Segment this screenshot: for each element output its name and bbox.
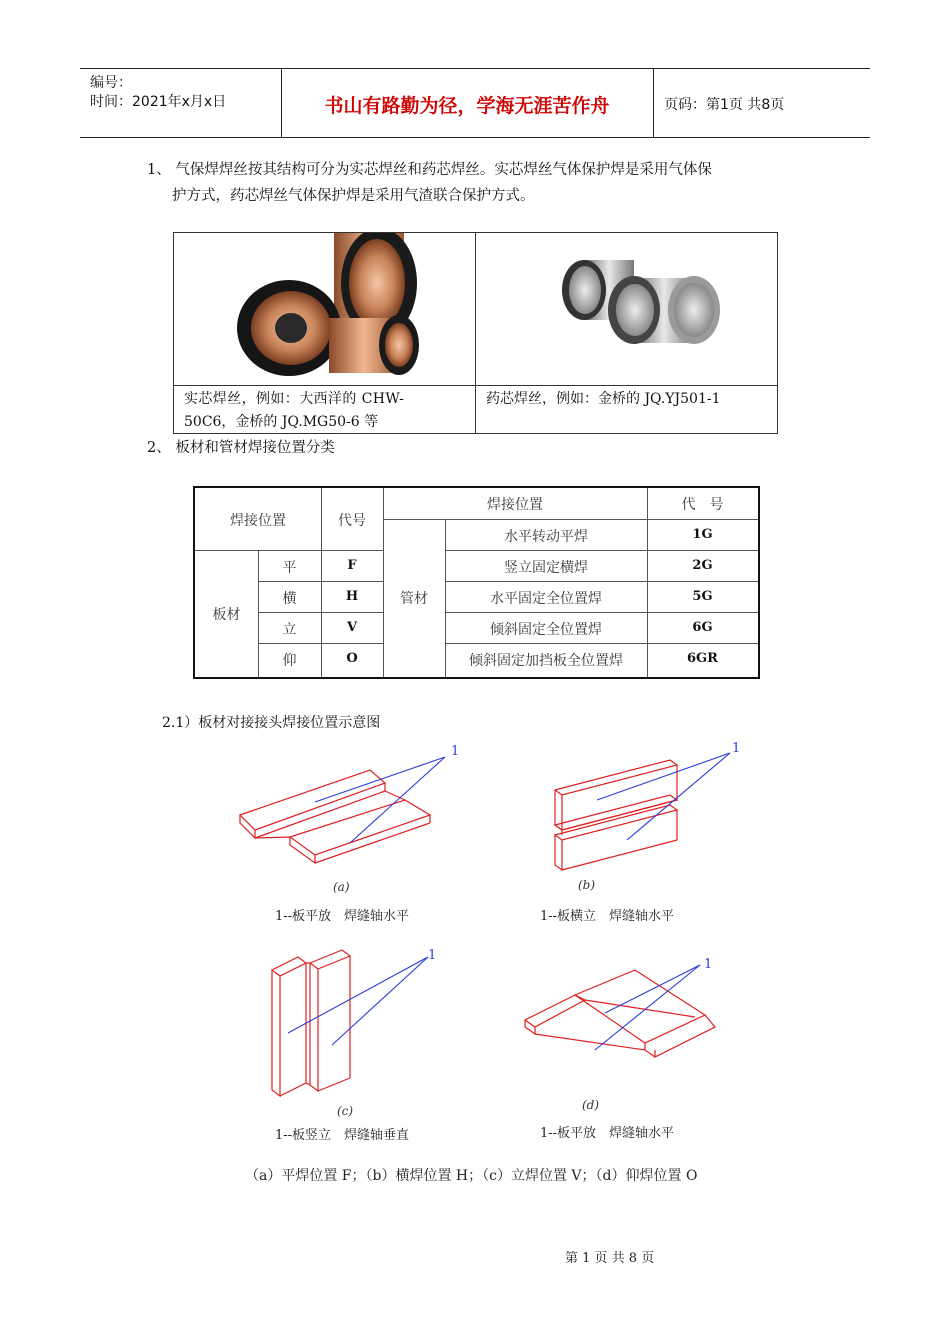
pipe-pos-6g: 倾斜固定全位置焊 <box>490 622 602 638</box>
th-code-2: 代 号 <box>681 497 724 513</box>
diagram-a-marker: 1 <box>451 744 460 759</box>
diagram-caption: （a）平焊位置 F；（b）横焊位置 H；（c）立焊位置 V；（d）仰焊位置 O <box>245 1168 698 1184</box>
solid-wire-caption-line2: 50C6，金桥的 JQ.MG50-6 等 <box>184 414 379 430</box>
motto-text: 书山有路勤为径，学海无涯苦作舟 <box>324 95 610 117</box>
wire-type-table <box>173 232 778 434</box>
diagram-b-horizontal <box>545 745 745 875</box>
plate-pos-overhead: 仰 <box>282 653 297 669</box>
section1-line1: 1、 气保焊焊丝按其结构可分为实芯焊丝和药芯焊丝。实芯焊丝气体保护焊是采用气体保 <box>147 162 712 178</box>
plate-code-flat: F <box>347 558 357 573</box>
header-page-cell <box>654 69 870 137</box>
page-code: 页码：第1页 共8页 <box>664 97 785 113</box>
diagram-c-label: 1--板竖立 焊缝轴垂直 <box>275 1128 410 1143</box>
diagram-d-sub: (d) <box>582 1098 600 1112</box>
diagram-c-marker: 1 <box>428 948 437 963</box>
plate-label: 板材 <box>212 607 241 623</box>
diagram-a-label: 1--板平放 焊缝轴水平 <box>275 909 410 924</box>
pipe-pos-1g: 水平转动平焊 <box>504 529 588 545</box>
welding-position-table <box>193 486 760 679</box>
plate-code-overhead: O <box>346 651 358 666</box>
th-code: 代号 <box>338 513 366 529</box>
diagram-b-marker: 1 <box>732 741 741 756</box>
solid-wire-spool-image <box>229 233 429 383</box>
diagram-d-label: 1--板平放 焊缝轴水平 <box>540 1126 675 1141</box>
diagram-c-sub: (c) <box>337 1104 354 1118</box>
diagram-b-label: 1--板横立 焊缝轴水平 <box>540 909 675 924</box>
pipe-code-2g: 2G <box>692 558 713 573</box>
header-left-cell <box>80 69 282 137</box>
plate-pos-horizontal: 横 <box>282 591 297 607</box>
diagram-d-marker: 1 <box>704 957 713 972</box>
pipe-code-5g: 5G <box>692 589 713 604</box>
flux-cored-wire-spool-image <box>554 248 734 358</box>
flux-wire-caption: 药芯焊丝，例如：金桥的 JQ.YJ501-1 <box>486 391 721 407</box>
pipe-pos-2g: 竖立固定横焊 <box>504 560 588 576</box>
diagram-a-sub: (a) <box>333 880 350 894</box>
section21-heading: 2.1）板材对接接头焊接位置示意图 <box>162 715 381 731</box>
plate-code-horizontal: H <box>345 589 359 604</box>
pipe-pos-6gr: 倾斜固定加挡板全位置焊 <box>469 653 623 669</box>
plate-pos-flat: 平 <box>282 560 297 576</box>
solid-wire-caption-line1: 实芯焊丝，例如：大西洋的 CHW- <box>184 391 405 407</box>
footer-page-number: 第 1 页 共 8 页 <box>565 1251 655 1266</box>
page-header <box>80 68 870 138</box>
th-position: 焊接位置 <box>230 513 286 529</box>
pipe-pos-5g: 水平固定全位置焊 <box>490 591 602 607</box>
pipe-code-1g: 1G <box>692 527 713 542</box>
diagram-a-flat <box>230 745 470 870</box>
pipe-code-6g: 6G <box>692 620 713 635</box>
section1-line2: 护方式，药芯焊丝气体保护焊是采用气渣联合保护方式。 <box>172 188 535 204</box>
plate-code-vertical: V <box>346 620 358 635</box>
diagram-d-overhead <box>515 955 735 1085</box>
section2-heading: 2、 板材和管材焊接位置分类 <box>147 440 335 456</box>
diagram-c-vertical <box>260 945 450 1100</box>
pipe-label: 管材 <box>400 591 428 607</box>
header-motto-cell <box>281 69 654 137</box>
pipe-code-6gr: 6GR <box>687 651 718 666</box>
document-time: 时间：2021年x月x日 <box>90 94 227 110</box>
plate-pos-vertical: 立 <box>282 622 297 638</box>
th-position-2: 焊接位置 <box>487 497 543 513</box>
diagram-b-sub: (b) <box>578 878 596 892</box>
document-number-label: 编号： <box>90 75 132 91</box>
